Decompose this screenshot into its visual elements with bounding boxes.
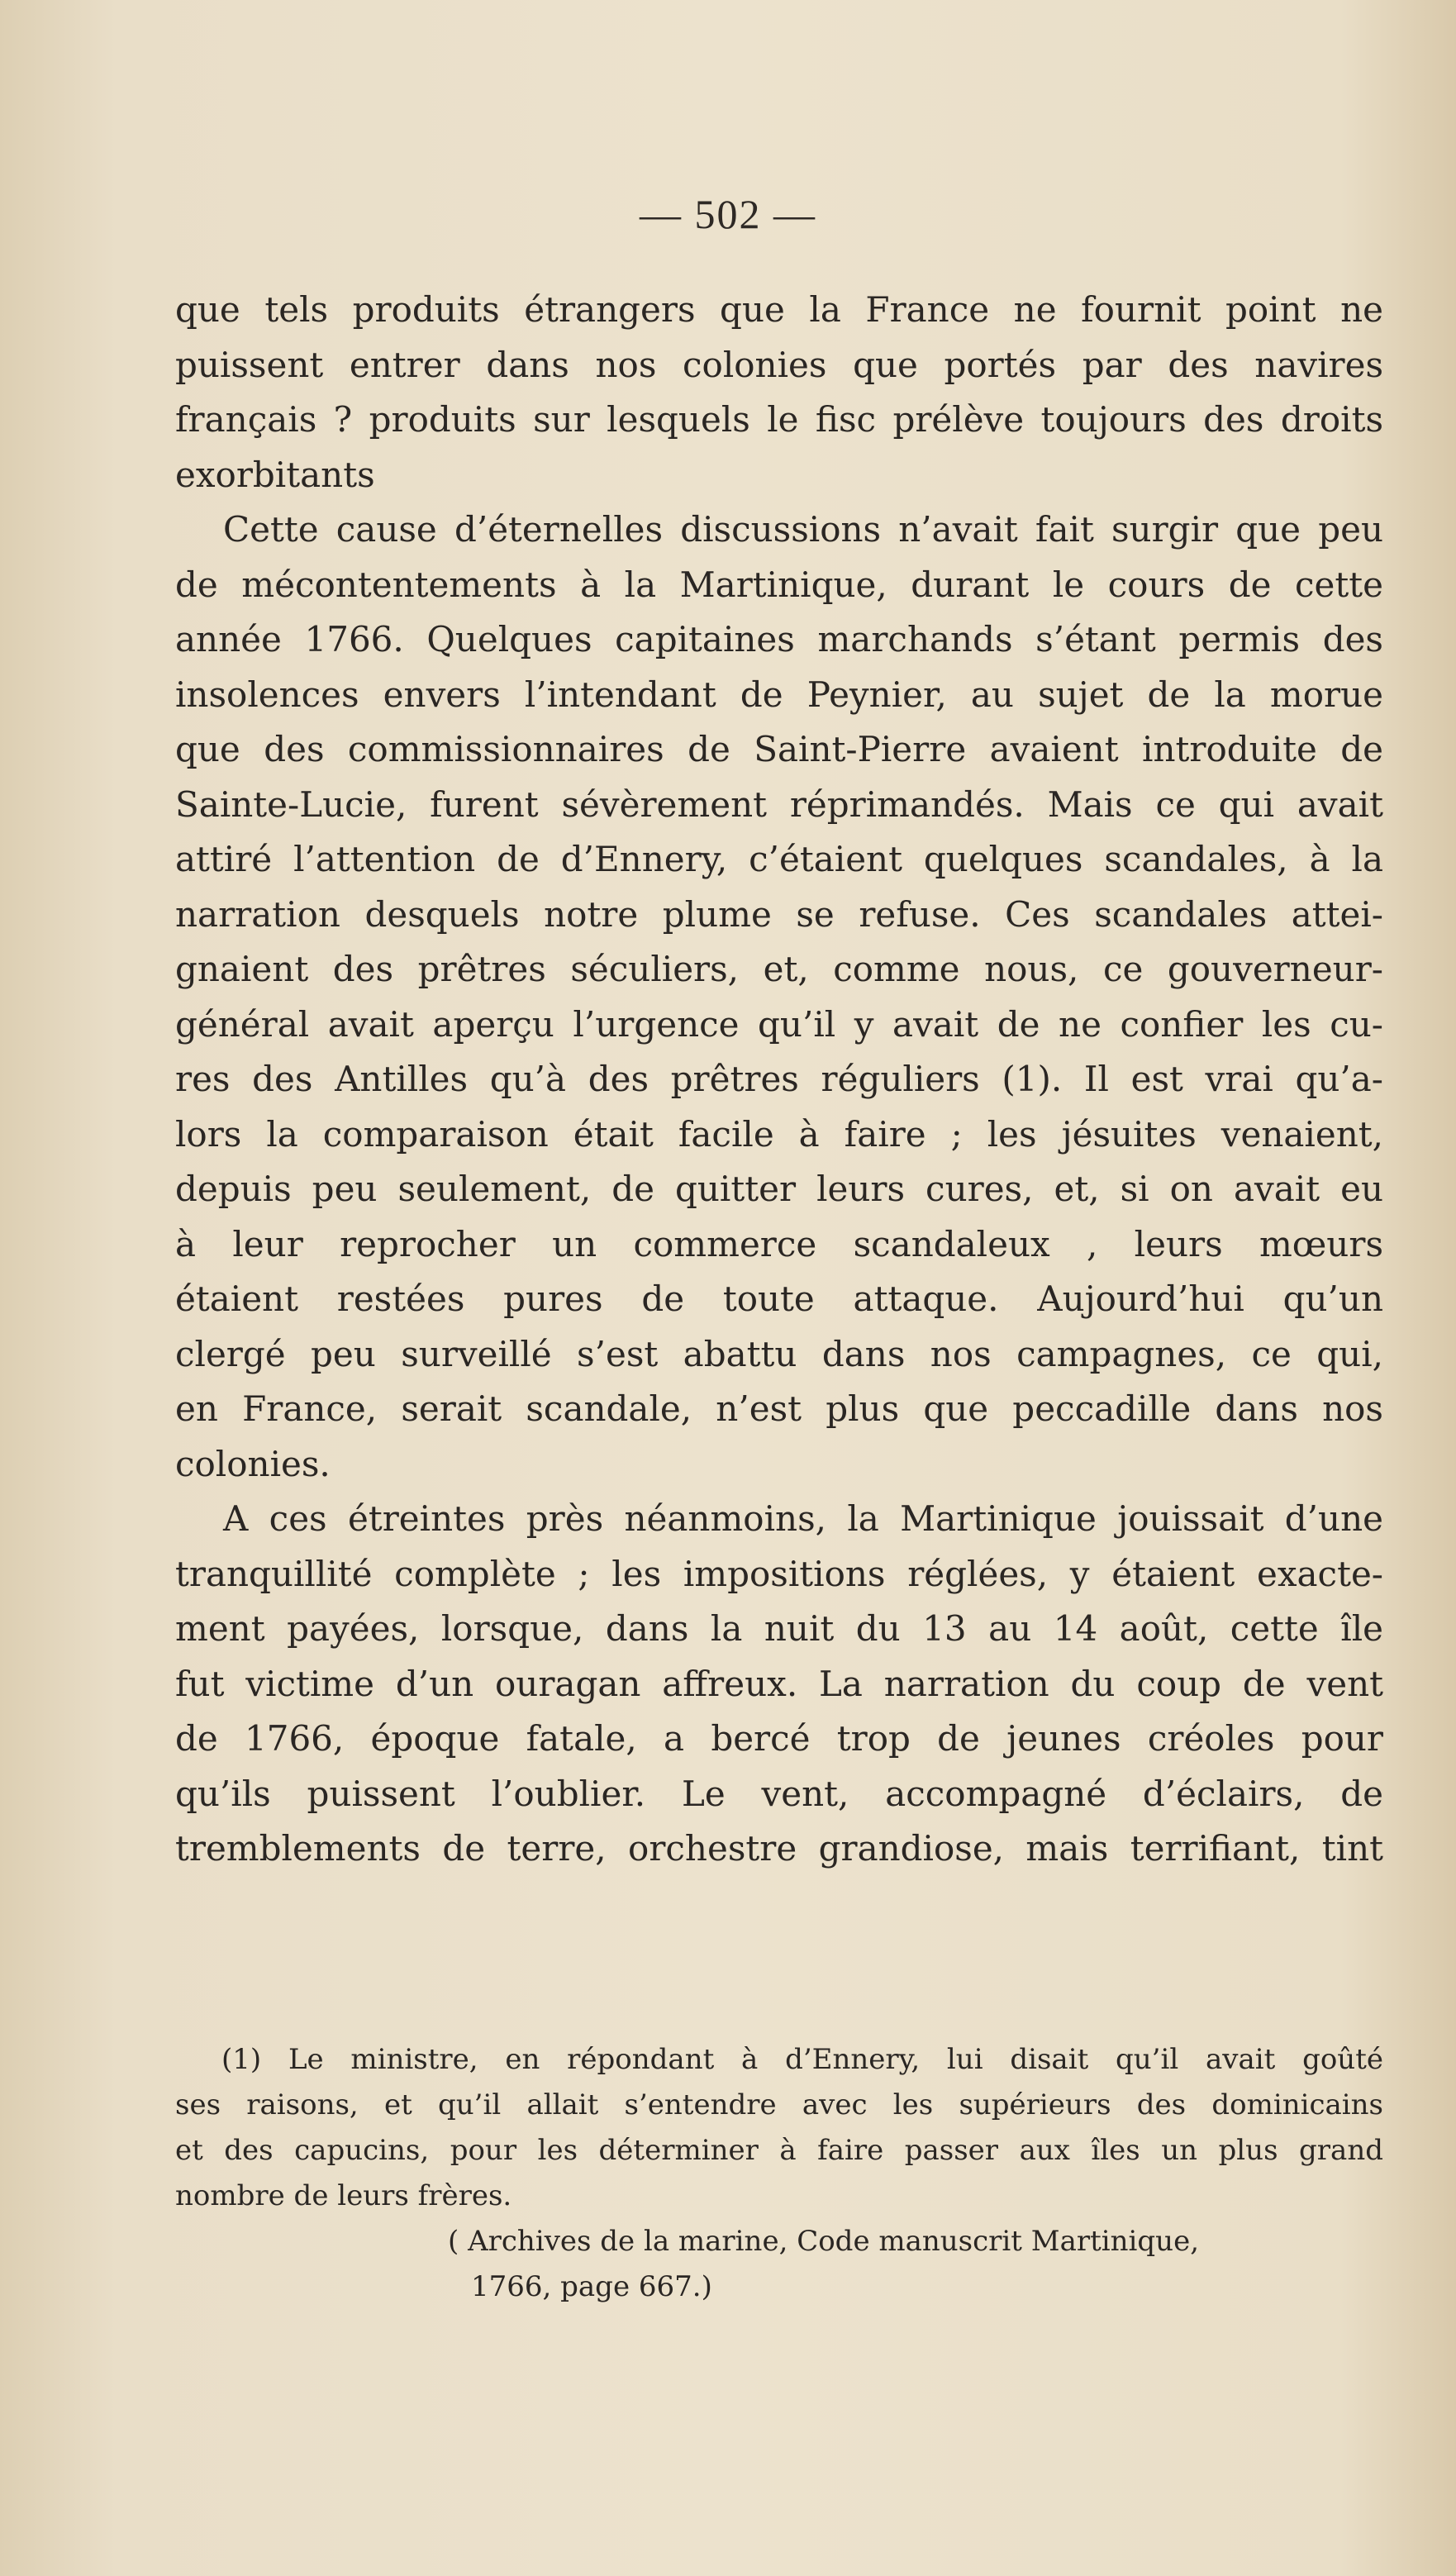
text-line: A ces étreintes près néanmoins, la Martinique jouissait d’une	[223, 1498, 1383, 1539]
text-line: narration desquels notre plume se refuse. Ces scandales attei-	[175, 893, 1383, 935]
text-line: fut victime d’un ouragan affreux. La narration du coup de vent	[175, 1663, 1383, 1704]
text-line: de 1766, époque fatale, a bercé trop de jeunes créoles pour	[175, 1718, 1383, 1759]
footnote-citation: 1766, page 667.)	[471, 2270, 712, 2303]
text-line: année 1766. Quelques capitaines marchands s’étant permis des	[175, 619, 1383, 659]
footnote-citation: ( Archives de la marine, Code manuscrit Martinique,	[448, 2225, 1200, 2258]
text-line: à leur reprocher un commerce scandaleux , leurs mœurs	[175, 1223, 1383, 1264]
text-line: clergé peu surveillé s’est abattu dans nos campagnes, ce qui,	[175, 1333, 1383, 1374]
text-line: insolences envers l’intendant de Peynier, au sujet de la morue	[175, 674, 1383, 715]
text-line: res des Antilles qu’à des prêtres réguliers (1). Il est vrai qu’a-	[175, 1059, 1383, 1099]
text-line: exorbitants	[175, 454, 375, 495]
page-number: — 502 —	[640, 191, 816, 237]
text-line: général avait aperçu l’urgence qu’il y avait de ne confier les cu-	[175, 1003, 1383, 1045]
text-line: Cette cause d’éternelles discussions n’avait fait surgir que peu	[223, 509, 1383, 550]
text-line: lors la comparaison était facile à faire ; les jésuites venaient,	[175, 1113, 1383, 1155]
text-line: que des commissionnaires de Saint-Pierre avaient introduite de	[175, 729, 1383, 769]
footnote-line: et des capucins, pour les déterminer à faire passer aux îles un plus grand	[175, 2134, 1383, 2167]
text-line: que tels produits étrangers que la France ne fournit point ne	[175, 289, 1383, 330]
text-line: attiré l’attention de d’Ennery, c’étaient quelques scandales, à la	[175, 839, 1383, 879]
text-line: tremblements de terre, orchestre grandiose, mais terrifiant, tint	[175, 1828, 1383, 1869]
text-line: gnaient des prêtres séculiers, et, comme nous, ce gouverneur-	[175, 949, 1383, 989]
text-line: de mécontentements à la Martinique, durant le cours de cette	[175, 564, 1383, 605]
text-line: qu’ils puissent l’oublier. Le vent, accompagné d’éclairs, de	[175, 1773, 1383, 1814]
footnote	[175, 2037, 1383, 2310]
footnote-line: (1) Le ministre, en répondant à d’Ennery, lui disait qu’il avait goûté	[221, 2043, 1383, 2076]
text-line: étaient restées pures de toute attaque. Aujourd’hui qu’un	[175, 1278, 1383, 1319]
text-line: français ? produits sur lesquels le fisc prélève toujours des droits	[175, 399, 1383, 440]
text-line: depuis peu seulement, de quitter leurs cures, et, si on avait eu	[175, 1169, 1383, 1209]
text-line: ment payées, lorsque, dans la nuit du 13 au 14 août, cette île	[175, 1608, 1383, 1649]
footnote-line: ses raisons, et qu’il allait s’entendre avec les supérieurs des dominicains	[175, 2088, 1383, 2121]
text-line: Sainte-Lucie, furent sévèrement réprimandés. Mais ce qui avait	[175, 783, 1383, 825]
body-text	[175, 283, 1383, 1877]
text-line: puissent entrer dans nos colonies que portés par des navires	[175, 344, 1383, 385]
text-line: tranquillité complète ; les impositions réglées, y étaient exacte-	[175, 1553, 1383, 1594]
text-line: en France, serait scandale, n’est plus que peccadille dans nos	[175, 1388, 1383, 1429]
text-line: colonies.	[175, 1443, 331, 1484]
footnote-line: nombre de leurs frères.	[175, 2179, 512, 2212]
